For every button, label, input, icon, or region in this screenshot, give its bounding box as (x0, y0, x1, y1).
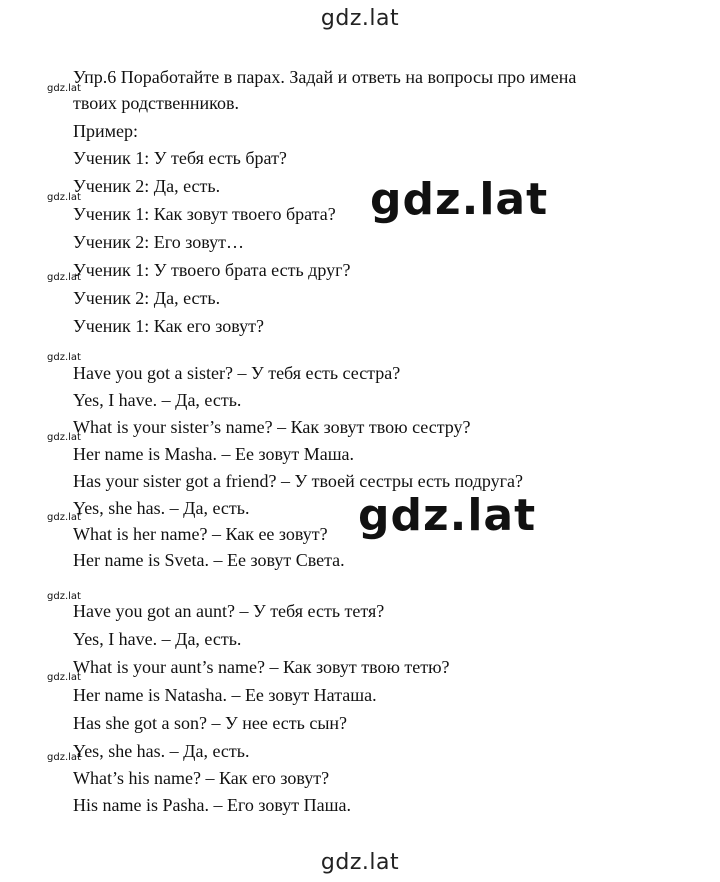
dialogue-1-line: Her name is Sveta. – Ее зовут Света. (73, 550, 345, 570)
example-label: Пример: (73, 121, 139, 141)
dialogue-2-line: Have you got an aunt? – У тебя есть тетя? (73, 601, 385, 621)
example-line: Ученик 1: У твоего брата есть друг? (73, 260, 351, 280)
dialogue-2-line: What is your aunt’s name? – Как зовут твою тетю? (73, 657, 450, 677)
dialogue-1-line: What is her name? – Как ее зовут? (73, 524, 328, 544)
dialogue-1-line: Have you got a sister? – У тебя есть сестра? (73, 363, 401, 383)
example-line: Ученик 1: Как его зовут? (73, 316, 264, 336)
watermark-small: gdz.lat (47, 83, 81, 94)
dialogue-1-line: Yes, she has. – Да, есть. (73, 498, 250, 518)
watermark-small: gdz.lat (47, 591, 81, 602)
watermark-small: gdz.lat (47, 512, 81, 523)
dialogue-2-line: His name is Pasha. – Его зовут Паша. (73, 795, 352, 815)
example-line: Ученик 1: У тебя есть брат? (73, 148, 287, 168)
example-line: Ученик 2: Его зовут… (73, 232, 244, 252)
example-line: Ученик 2: Да, есть. (73, 176, 221, 196)
watermark-small: gdz.lat (47, 752, 81, 763)
watermark-small: gdz.lat (47, 272, 81, 283)
watermark-top: gdz.lat (320, 6, 400, 31)
dialogue-1-line: Has your sister got a friend? – У твоей сестры есть подруга? (73, 471, 523, 491)
dialogue-2-line: Yes, she has. – Да, есть. (73, 741, 250, 761)
watermark-large: gdz.lat (370, 174, 549, 225)
exercise-heading-line2: твоих родственников. (73, 93, 239, 113)
dialogue-2-line: Her name is Natasha. – Ее зовут Наташа. (73, 685, 377, 705)
watermark-small: gdz.lat (47, 432, 81, 443)
dialogue-2-line: Has she got a son? – У нее есть сын? (73, 713, 348, 733)
dialogue-1-line: Her name is Masha. – Ее зовут Маша. (73, 444, 355, 464)
dialogue-1-line: What is your sister’s name? – Как зовут твою сестру? (73, 417, 471, 437)
watermark-large: gdz.lat (358, 490, 537, 541)
example-line: Ученик 1: Как зовут твоего брата? (73, 204, 336, 224)
watermark-bottom: gdz.lat (320, 850, 400, 875)
example-line: Ученик 2: Да, есть. (73, 288, 221, 308)
dialogue-2-line: Yes, I have. – Да, есть. (73, 629, 242, 649)
exercise-heading-line1: Упр.6 Поработайте в парах. Задай и ответь на вопросы про имена (73, 67, 577, 87)
watermark-small: gdz.lat (47, 192, 81, 203)
dialogue-2-line: What’s his name? – Как его зовут? (73, 768, 330, 788)
dialogue-1-line: Yes, I have. – Да, есть. (73, 390, 242, 410)
watermark-small: gdz.lat (47, 672, 81, 683)
watermark-small: gdz.lat (47, 352, 81, 363)
